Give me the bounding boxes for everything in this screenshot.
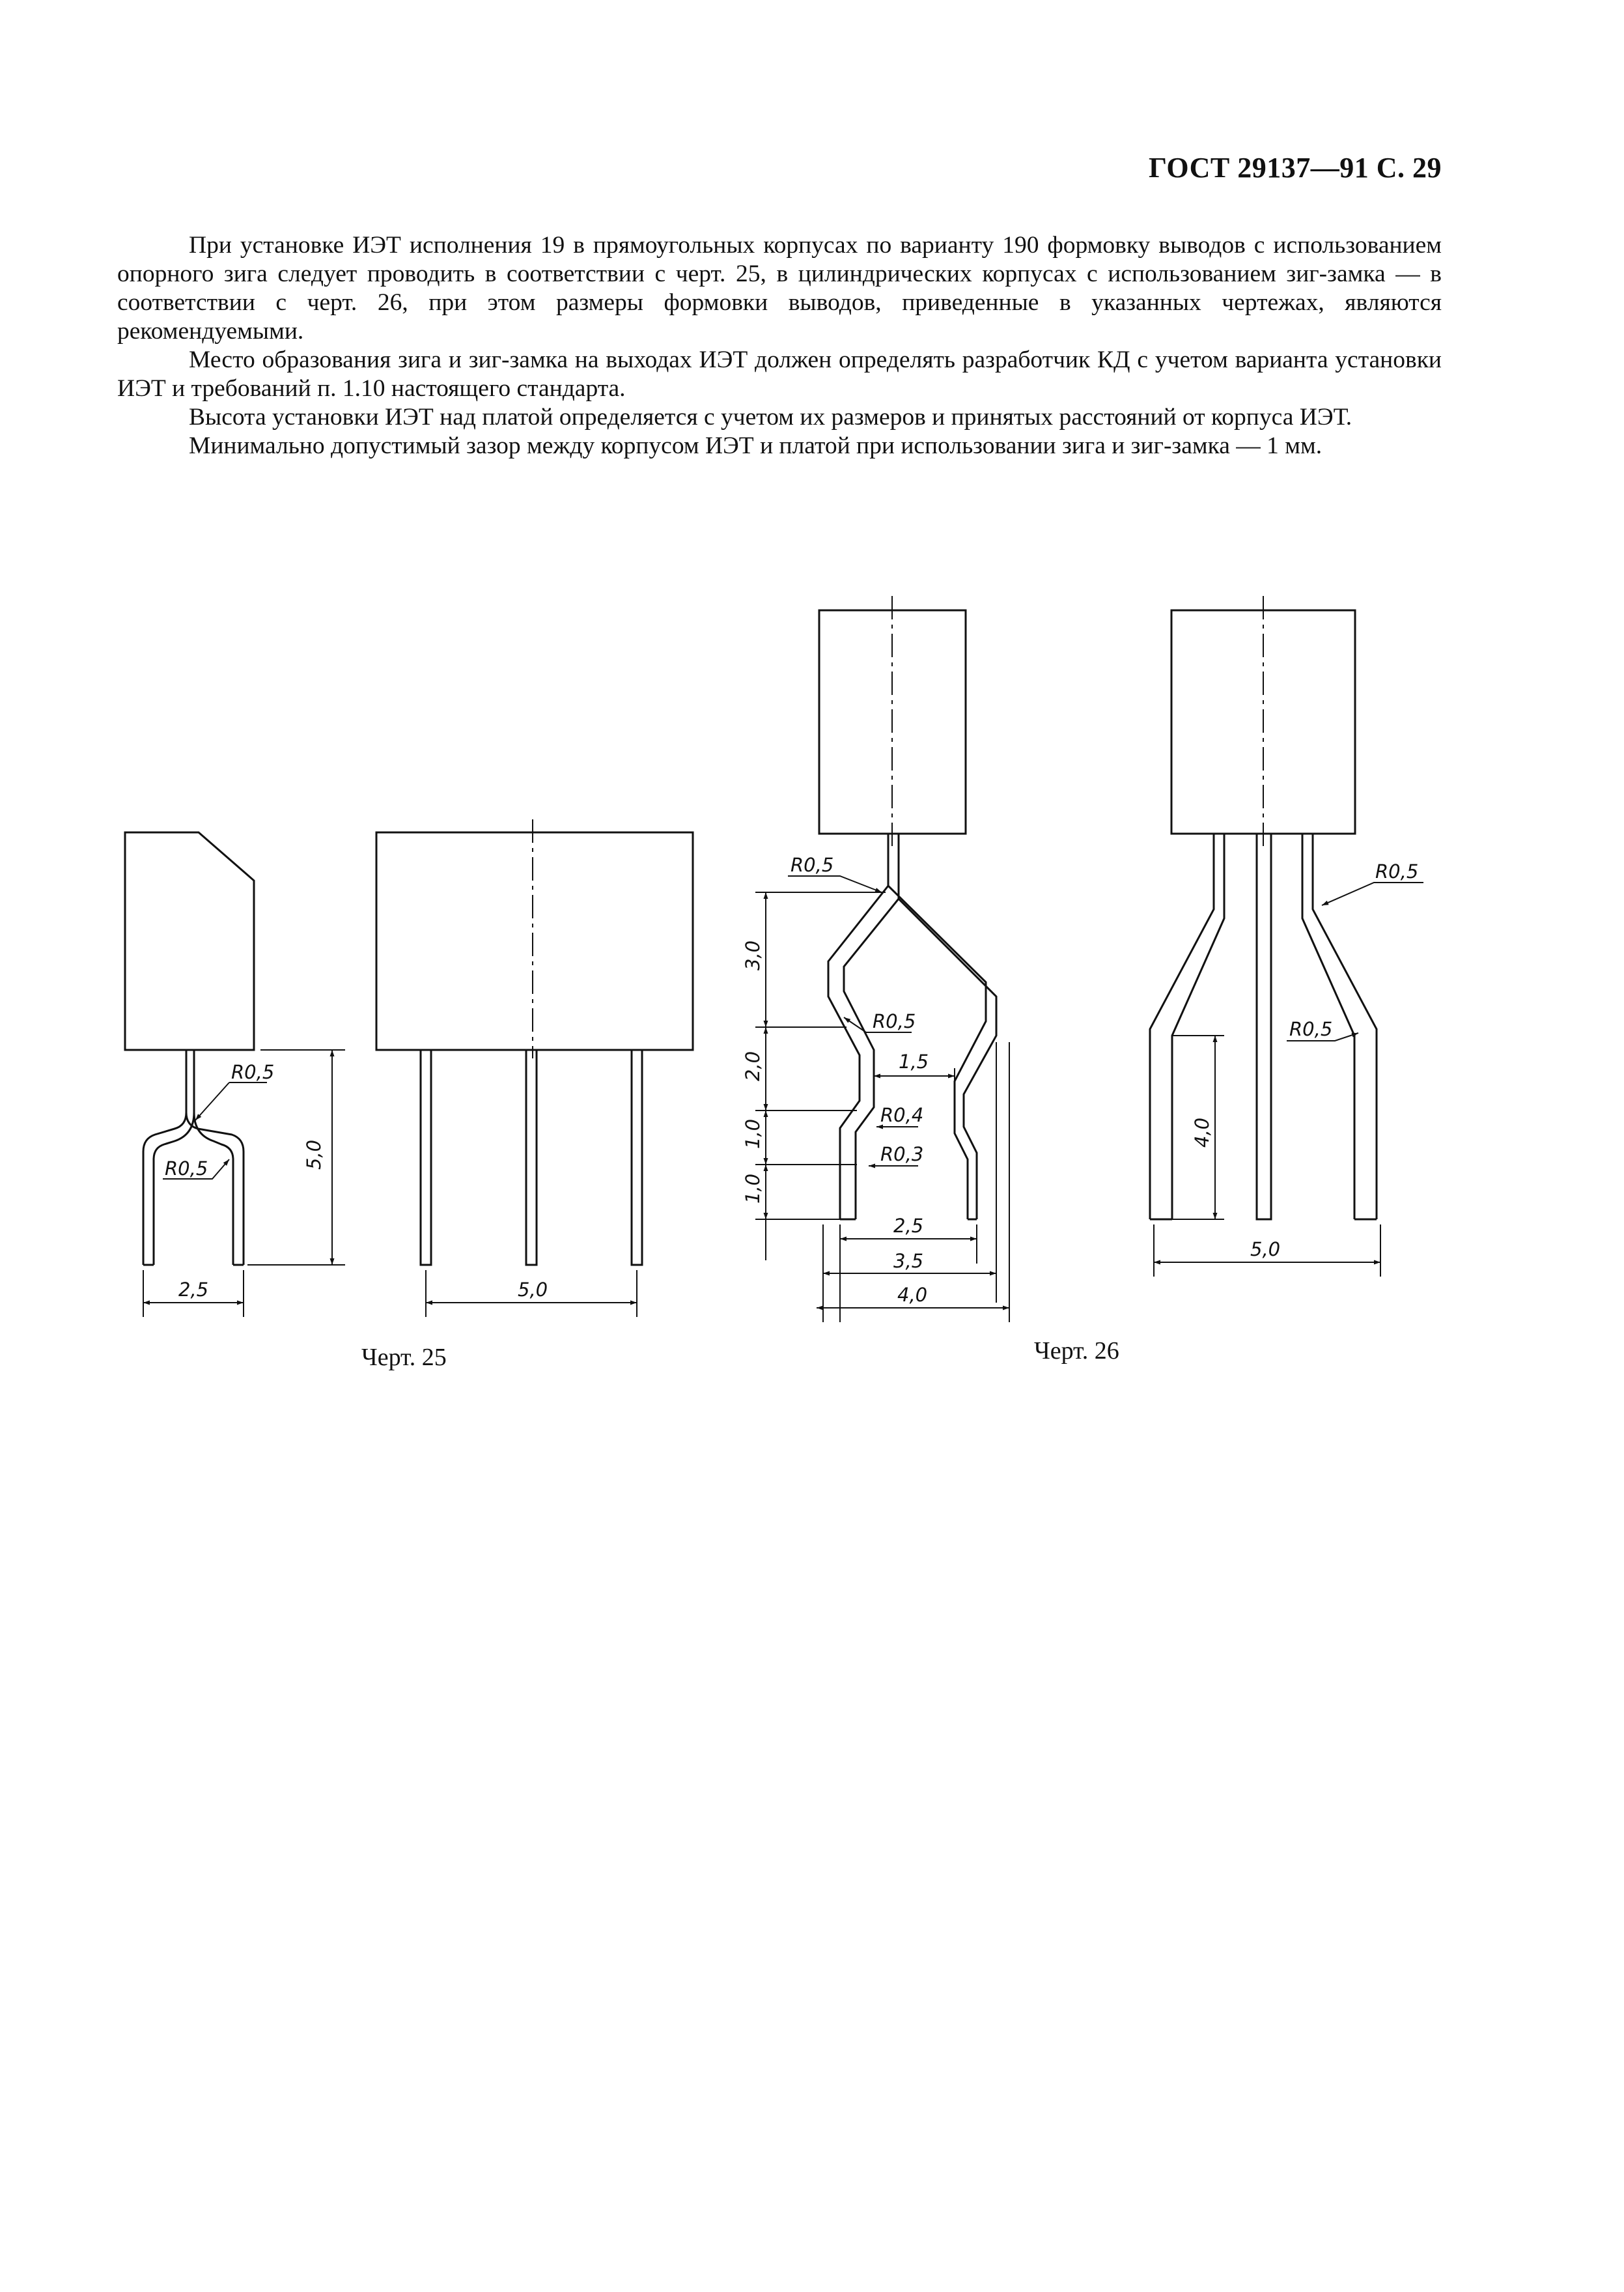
page-header: ГОСТ 29137—91 С. 29 <box>1148 152 1442 184</box>
label-r-lower: R0,5 <box>165 1157 208 1180</box>
label-v-10b: 1,0 <box>742 1173 764 1204</box>
paragraph: При установке ИЭТ исполнения 19 в прямоугольных корпусах по варианту 190 формовку выводов с использованием опорного зига следует проводить в соответствии с черт. 25, в цилиндрических корпусах с использованием зиг-замка — в соответствии с черт. 26, при этом размеры формовки выводов, приведенные в указанных чертежах, являются рекомендуемыми. <box>117 232 1442 345</box>
label-v-20: 2,0 <box>742 1051 764 1081</box>
label-v-30: 3,0 <box>742 940 764 970</box>
label-w-15: 1,5 <box>899 1051 929 1073</box>
label-w-50: 5,0 <box>1250 1238 1281 1260</box>
figure-25 <box>125 819 693 1317</box>
label-v-10a: 1,0 <box>742 1118 764 1149</box>
caption-figure-25: Черт. 25 <box>361 1344 447 1371</box>
bent-leads <box>1150 834 1377 1219</box>
label-r-mid: R0,5 <box>873 1010 916 1032</box>
label-r-03: R0,3 <box>880 1143 924 1165</box>
label-r-04: R0,4 <box>880 1104 924 1126</box>
label-r-top: R0,5 <box>791 854 834 876</box>
label-height: 5,0 <box>303 1139 325 1170</box>
label-v-40: 4,0 <box>1191 1117 1213 1148</box>
figure-26 <box>755 596 1423 1322</box>
caption-figure-26: Черт. 26 <box>1034 1337 1119 1365</box>
label-w-25: 2,5 <box>893 1215 924 1237</box>
label-pitch-large: 5,0 <box>518 1279 548 1301</box>
paragraph: Минимально допустимый зазор между корпусом ИЭТ и платой при использовании зига и зиг-замка — 1 мм. <box>189 432 1323 459</box>
figure-26-labels <box>742 854 1418 1306</box>
label-r-right2: R0,5 <box>1289 1018 1333 1040</box>
paragraph: Место образования зига и зиг-замка на выходах ИЭТ должен определять разработчик КД с учетом варианта установки ИЭТ и требований п. 1.10 настоящего стандарта. <box>117 347 1442 402</box>
label-w-35: 3,5 <box>893 1250 924 1272</box>
label-r-right: R0,5 <box>1375 860 1419 883</box>
label-w-40: 4,0 <box>897 1284 928 1306</box>
label-r-upper: R0,5 <box>231 1061 275 1083</box>
figure-25-labels <box>165 1061 548 1301</box>
component-body-side <box>125 832 254 1050</box>
paragraph: Высота установки ИЭТ над платой определяется с учетом их размеров и принятых расстояний от корпуса ИЭТ. <box>189 404 1352 431</box>
straight-leads <box>421 1050 642 1265</box>
component-body-front <box>376 832 693 1050</box>
label-pitch-small: 2,5 <box>178 1279 209 1301</box>
